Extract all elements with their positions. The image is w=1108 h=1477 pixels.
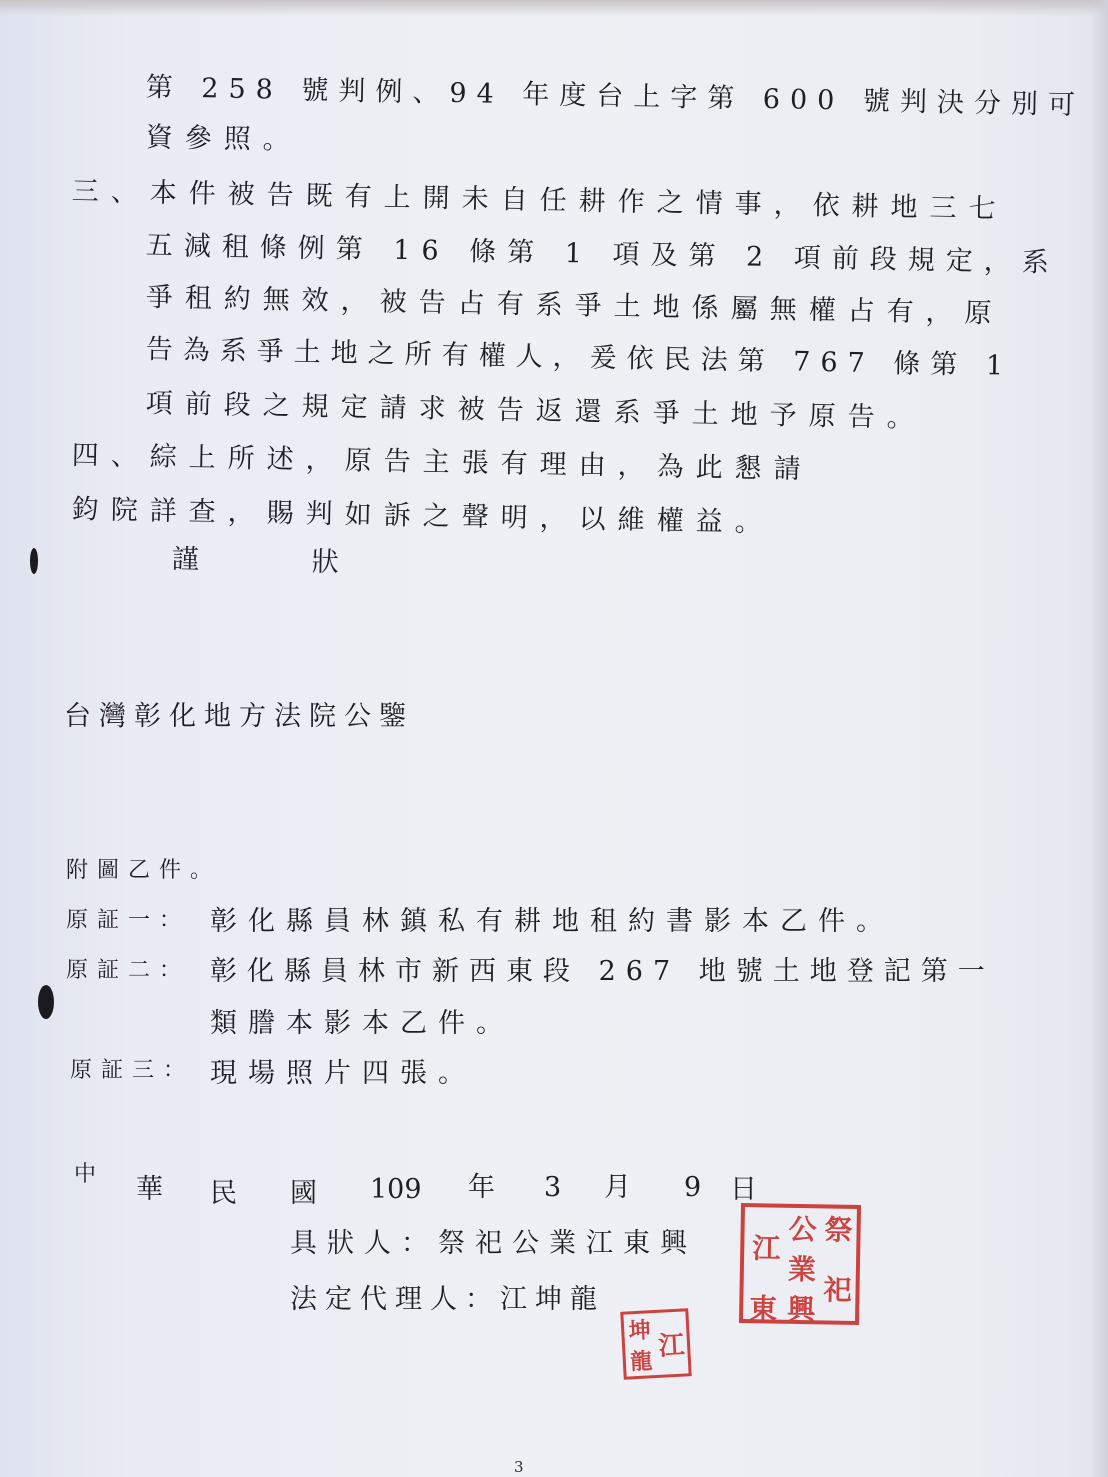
binder-hole-mark — [38, 985, 54, 1019]
body-line: 資參照。 — [145, 122, 303, 156]
seal-char: 江 — [748, 1233, 782, 1262]
exhibit-text: 現場照片四張。 — [210, 1058, 476, 1089]
date-month-unit: 月 — [604, 1172, 631, 1203]
binder-hole-mark — [30, 548, 38, 574]
representative-signature: 法定代理人：江坤龍 — [290, 1284, 605, 1315]
body-line: 爭租約無效，被告占有系爭土地係屬無權占有，原 — [145, 282, 1004, 330]
exhibit-label: 原証一： — [66, 908, 191, 933]
body-line: 五減租條例第 16 條第 1 項及第 2 項前段規定，系 — [145, 230, 1061, 279]
seal-char: 公 — [788, 1212, 817, 1247]
seal-char: 龍 — [629, 1348, 654, 1376]
exhibit-text-continued: 類謄本影本乙件。 — [210, 1008, 514, 1039]
date-min: 民 — [210, 1178, 237, 1209]
exhibit-label: 原証二： — [66, 958, 191, 983]
body-line: 項前段之規定請求被告返還系爭土地予原告。 — [145, 388, 926, 434]
exhibit-label: 原証三： — [70, 1058, 195, 1083]
seal-char: 祭 — [824, 1213, 853, 1247]
seal-char: 興 — [786, 1292, 816, 1327]
exhibit-text: 彰化縣員林鎮私有耕地租約書影本乙件。 — [210, 906, 894, 937]
exhibit-text: 彰化縣員林市新西東段 267 地號土地登記第一 — [210, 956, 995, 987]
body-line: 告為系爭土地之所有權人，爰依民法第 767 條第 1 — [145, 334, 1014, 382]
date-year-unit: 年 — [468, 1172, 495, 1203]
seal-char: 東 — [748, 1292, 778, 1326]
date-zhong: 中 — [74, 1162, 97, 1187]
page-fold-shadow — [0, 0, 1108, 16]
closing-phrase: 謹 狀 — [171, 544, 348, 579]
petitioner-signature: 具狀人：祭祀公業江東興 — [290, 1228, 697, 1259]
date-guo: 國 — [290, 1178, 317, 1209]
body-line: 四、綜上所述，原告主張有理由，為此懇請 — [71, 440, 813, 486]
seal-char: 江 — [657, 1330, 686, 1362]
date-year: 109 — [370, 1174, 422, 1205]
attachment-line: 附圖乙件。 — [66, 858, 222, 883]
date-hua: 華 — [136, 1174, 163, 1205]
seal-char: 坤 — [628, 1317, 652, 1345]
page-edge-shadow — [1090, 0, 1108, 1477]
body-line: 三、本件被告既有上開未自任耕作之情事，依耕地三七 — [71, 176, 1008, 225]
court-addressee: 台灣彰化地方法院公鑒 — [64, 701, 414, 732]
body-line: 第 258 號判例、94 年度台上字第 600 號判決分別可 — [145, 72, 1086, 122]
personal-seal — [620, 1308, 691, 1379]
seal-char: 業 — [787, 1252, 817, 1287]
page-number: 3 — [514, 1458, 524, 1476]
organization-seal — [739, 1203, 861, 1325]
date-day-unit: 日 — [730, 1174, 757, 1205]
date-day: 9 — [684, 1172, 702, 1203]
body-line: 鈞院詳查，賜判如訴之聲明，以維權益。 — [71, 494, 774, 539]
date-month: 3 — [544, 1172, 562, 1203]
seal-char: 祀 — [823, 1273, 852, 1307]
